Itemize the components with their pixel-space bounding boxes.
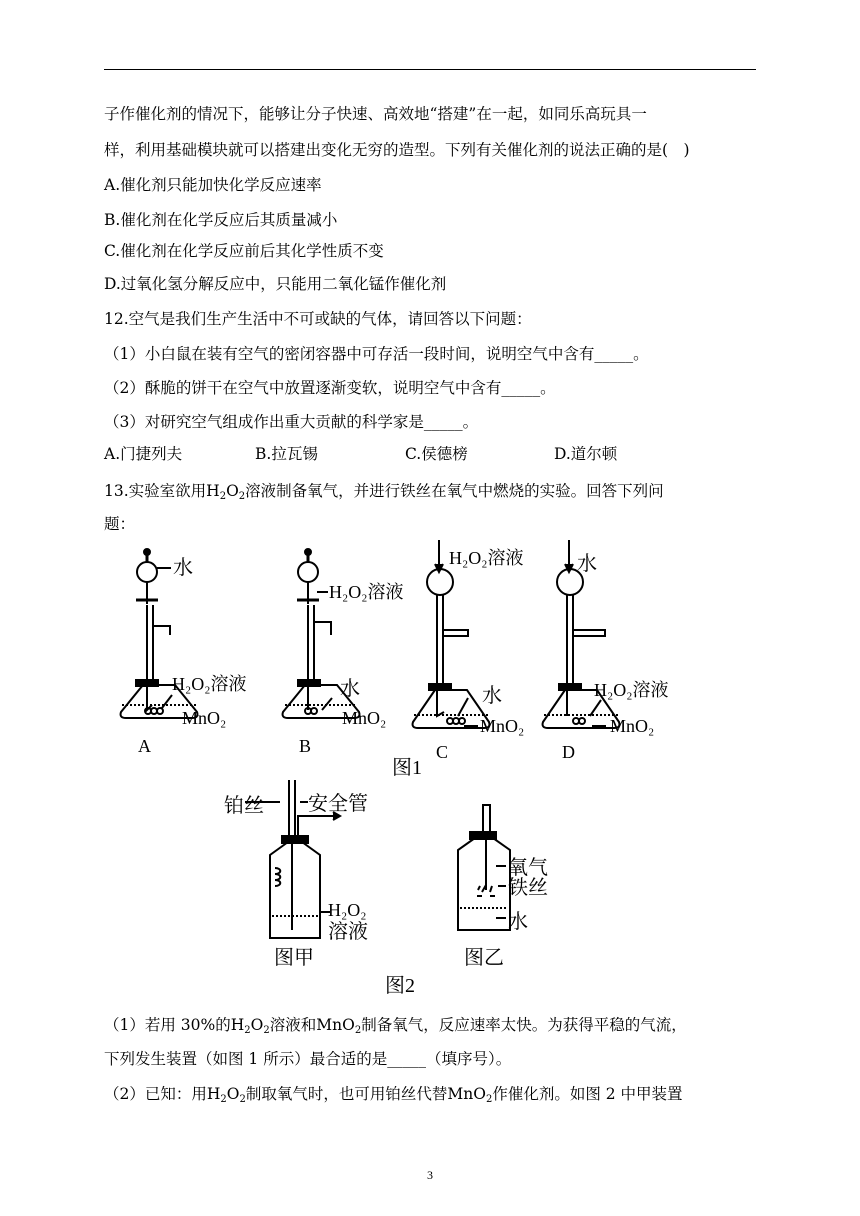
question-12-part-2: （2）酥脆的饼干在空气中放置逐渐变软，说明空气中含有_____。 [104, 379, 556, 397]
label-iron-wire: 铁丝 [508, 877, 548, 899]
label-water-d-arrow: 水 [577, 553, 597, 575]
label-pt-wire: 铂丝 [224, 795, 264, 817]
q12-option-c: C.侯德榜 [405, 445, 468, 463]
figure-1-caption: 图1 [392, 757, 422, 779]
label-a: A [138, 736, 151, 756]
label-h2o2-b: H₂O₂溶液 [329, 582, 404, 602]
option-a: A.催化剂只能加快化学反应速率 [104, 176, 322, 194]
label-mno2-a: MnO₂ [182, 708, 227, 728]
option-d: D.过氧化氢分解反应中，只能用二氧化锰作催化剂 [104, 275, 447, 293]
label-water-c: 水 [482, 685, 502, 707]
label-water-b: 水 [340, 678, 360, 700]
q12-option-d: D.道尔顿 [554, 445, 618, 463]
figure-jia-caption: 图甲 [274, 947, 314, 969]
question-12-part-3: （3）对研究空气组成作出重大贡献的科学家是_____。 [104, 413, 479, 431]
label-h2o2: H₂O₂ [328, 900, 367, 920]
label-water-a: 水 [173, 557, 193, 579]
figure-2 [220, 780, 560, 1000]
text-line: 题： [104, 515, 136, 533]
text-line: 样，利用基础模块就可以搭建出变化无穷的造型。下列有关催化剂的说法正确的是( ) [104, 141, 690, 159]
q12-option-b: B.拉瓦锡 [255, 445, 318, 463]
header-rule [104, 69, 756, 70]
label-mno2-d: MnO₂ [610, 716, 655, 736]
question-13-part-2: （2）已知：用$H_2O_2$制取氧气时，也可用铂丝代替MnO$_2$作催化剂。如图 2 中甲装置 [104, 1085, 683, 1105]
figure-1 [100, 540, 720, 780]
label-mno2-b: MnO₂ [342, 708, 387, 728]
label-c: C [436, 742, 449, 762]
option-c: C.催化剂在化学反应前后其化学性质不变 [104, 242, 384, 260]
label-h2o2-d: H₂O₂溶液 [594, 680, 669, 700]
question-13-part-1: （1）若用 30%的$H_2O_2$溶液和MnO$_2$制备氧气，反应速率太快。为获得平稳的气流， [104, 1016, 687, 1036]
label-h2o2-a: H₂O₂溶液 [172, 674, 247, 694]
question-12: 12.空气是我们生产生活中不可或缺的气体，请回答以下问题： [104, 310, 532, 328]
label-water-yi: 水 [508, 911, 528, 933]
question-12-part-1: （1）小白鼠在装有空气的密闭容器中可存活一段时间，说明空气中含有_____。 [104, 345, 649, 363]
figure-yi-caption: 图乙 [464, 947, 504, 969]
option-b: B.催化剂在化学反应后其质量减小 [104, 211, 338, 229]
text-line: 子作催化剂的情况下，能够让分子快速、高效地“搭建”在一起，如同乐高玩具一 [104, 105, 647, 123]
label-h2o2-c-arrow: H₂O₂溶液 [449, 548, 524, 568]
question-13: 13.实验室欲用$H_2O_2$溶液制备氧气，并进行铁丝在氧气中燃烧的实验。回答下列问 [104, 482, 664, 502]
page-number: 3 [427, 1168, 433, 1182]
label-d: D [562, 742, 575, 762]
label-oxygen: 氧气 [508, 857, 548, 879]
text-line: 下列发生装置（如图 1 所示）最合适的是_____（填序号）。 [104, 1050, 512, 1068]
label-b: B [299, 736, 312, 756]
label-safety-tube: 安全管 [308, 793, 368, 815]
q12-option-a: A.门捷列夫 [104, 445, 183, 463]
figure-2-caption: 图2 [385, 975, 415, 997]
label-solution: 溶液 [328, 921, 368, 943]
label-mno2-c: MnO₂ [480, 716, 525, 736]
